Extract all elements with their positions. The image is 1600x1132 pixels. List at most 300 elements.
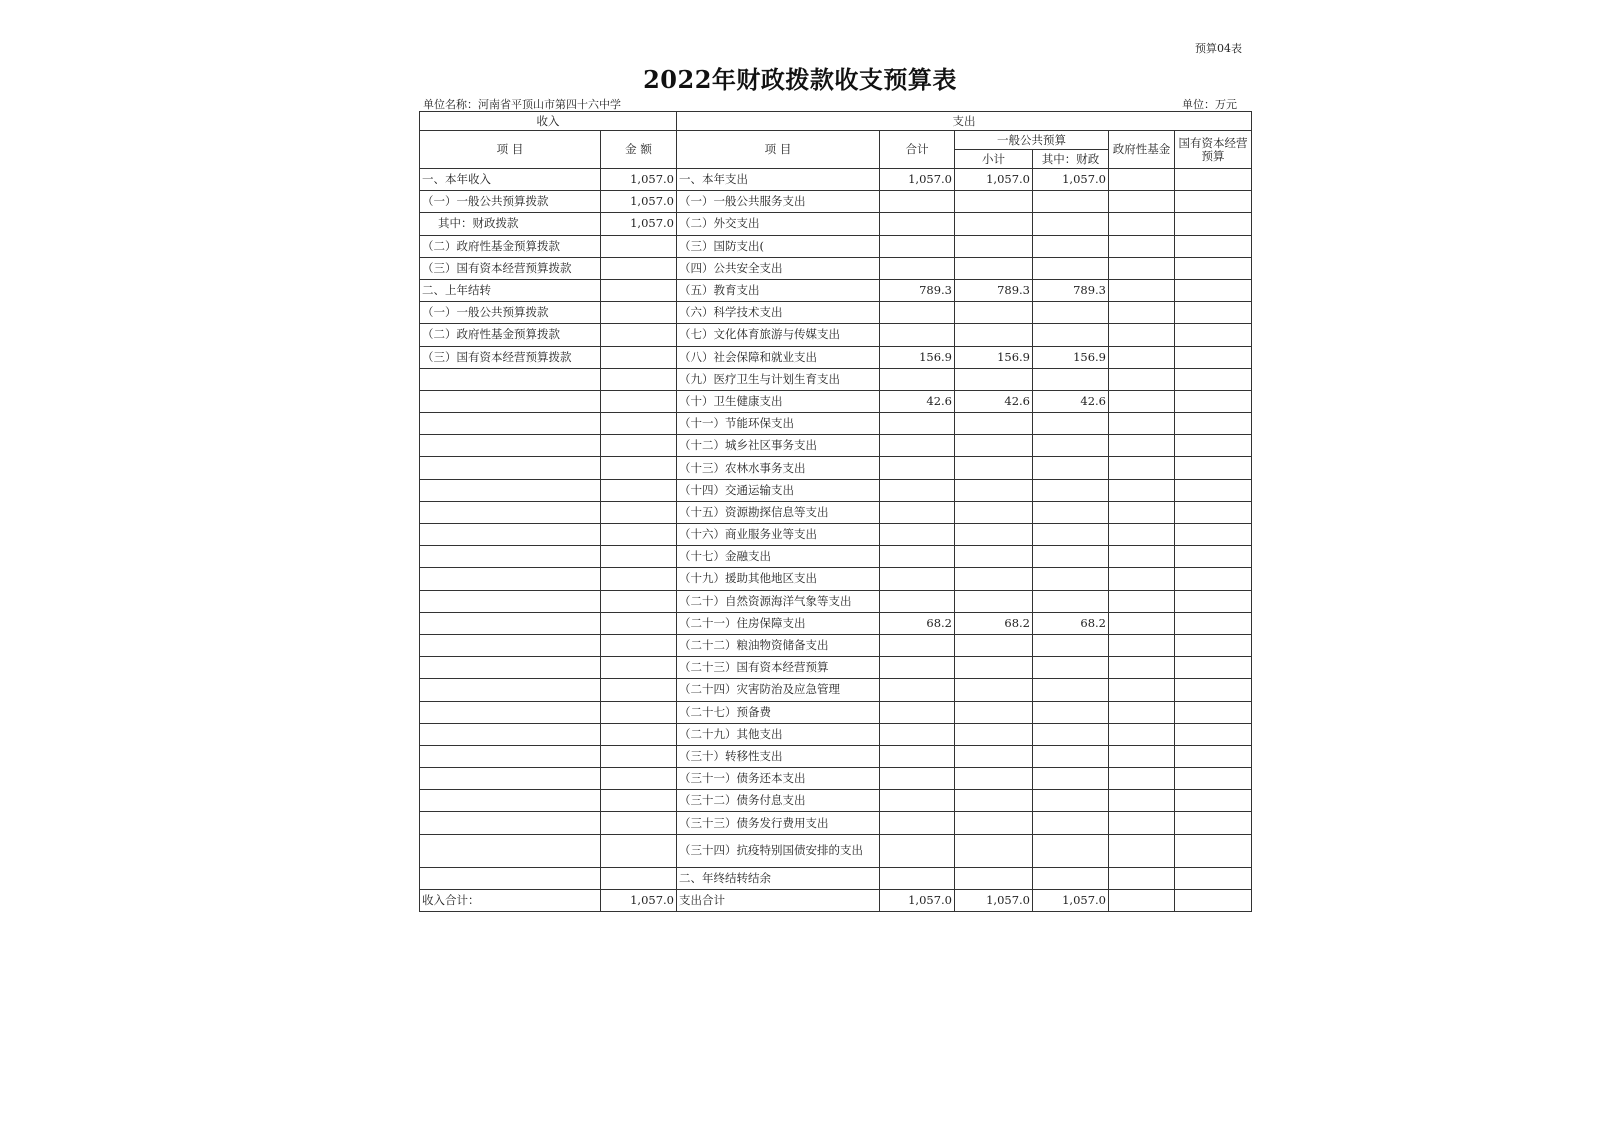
table-row xyxy=(420,235,1252,257)
table-row xyxy=(420,723,1252,745)
finance-cell xyxy=(1033,723,1109,745)
expense-header: 支出 xyxy=(677,112,1252,131)
state-capital-cell xyxy=(1175,701,1252,723)
gov-fund-cell xyxy=(1109,834,1175,867)
income-item-cell xyxy=(420,634,601,656)
finance-cell xyxy=(1033,679,1109,701)
subtotal-cell: 1,057.0 xyxy=(955,169,1033,191)
gov-fund-cell xyxy=(1109,213,1175,235)
expense-item-header: 项 目 xyxy=(677,131,880,169)
gov-fund-cell xyxy=(1109,812,1175,834)
total-cell xyxy=(880,457,955,479)
total-cell xyxy=(880,701,955,723)
gov-fund-cell xyxy=(1109,324,1175,346)
page-title: 2022年财政拨款收支预算表 xyxy=(643,65,957,94)
gov-fund-cell xyxy=(1109,257,1175,279)
expense-item-cell: （十三）农林水事务支出 xyxy=(677,457,880,479)
income-item-cell xyxy=(420,435,601,457)
income-amount-cell xyxy=(601,745,677,767)
total-cell xyxy=(880,657,955,679)
total-cell xyxy=(880,568,955,590)
state-capital-cell xyxy=(1175,790,1252,812)
income-item-cell xyxy=(420,413,601,435)
expense-item-cell: （十九）援助其他地区支出 xyxy=(677,568,880,590)
state-capital-cell xyxy=(1175,867,1252,889)
total-cell xyxy=(880,679,955,701)
state-capital-cell xyxy=(1175,435,1252,457)
subtotal-cell xyxy=(955,324,1033,346)
state-capital-cell xyxy=(1175,235,1252,257)
income-header: 收入 xyxy=(420,112,677,131)
income-item-cell: （二）政府性基金预算拨款 xyxy=(420,235,601,257)
total-cell xyxy=(880,546,955,568)
total-cell xyxy=(880,790,955,812)
expense-item-cell: （二十三）国有资本经营预算 xyxy=(677,657,880,679)
subtotal-cell xyxy=(955,812,1033,834)
total-cell xyxy=(880,745,955,767)
gov-fund-cell xyxy=(1109,657,1175,679)
finance-cell xyxy=(1033,568,1109,590)
gov-fund-cell xyxy=(1109,568,1175,590)
currency-unit: 单位：万元 xyxy=(1182,98,1237,111)
total-cell: 68.2 xyxy=(880,612,955,634)
income-amount-cell xyxy=(601,435,677,457)
income-amount-cell xyxy=(601,723,677,745)
expense-item-cell: 一、本年支出 xyxy=(677,169,880,191)
income-amount-cell xyxy=(601,701,677,723)
finance-cell xyxy=(1033,745,1109,767)
finance-cell xyxy=(1033,546,1109,568)
total-cell xyxy=(880,867,955,889)
total-cell xyxy=(880,302,955,324)
finance-cell xyxy=(1033,413,1109,435)
gov-fund-cell xyxy=(1109,590,1175,612)
income-amount-cell xyxy=(601,834,677,867)
total-cell xyxy=(880,634,955,656)
expense-item-cell: （二十四）灾害防治及应急管理 xyxy=(677,679,880,701)
income-amount-cell xyxy=(601,479,677,501)
income-amount-cell xyxy=(601,590,677,612)
total-cell xyxy=(880,235,955,257)
income-amount-cell xyxy=(601,812,677,834)
gov-fund-cell xyxy=(1109,679,1175,701)
subtotal-cell xyxy=(955,867,1033,889)
subtotal-cell xyxy=(955,435,1033,457)
subtotal-cell xyxy=(955,302,1033,324)
income-item-cell: 一、本年收入 xyxy=(420,169,601,191)
expense-item-cell: （一）一般公共服务支出 xyxy=(677,191,880,213)
gov-fund-cell xyxy=(1109,390,1175,412)
gov-fund-cell xyxy=(1109,191,1175,213)
state-capital-cell xyxy=(1175,546,1252,568)
expense-item-cell: （二十一）住房保障支出 xyxy=(677,612,880,634)
table-row xyxy=(420,745,1252,767)
expense-item-cell: （十一）节能环保支出 xyxy=(677,413,880,435)
finance-cell xyxy=(1033,657,1109,679)
gov-fund-cell xyxy=(1109,768,1175,790)
total-cell xyxy=(880,257,955,279)
subtotal-cell xyxy=(955,701,1033,723)
state-capital-cell xyxy=(1175,745,1252,767)
table-row xyxy=(420,257,1252,279)
income-amount-cell xyxy=(601,279,677,301)
finance-cell xyxy=(1033,213,1109,235)
expense-item-cell: （二十九）其他支出 xyxy=(677,723,880,745)
table-row xyxy=(420,634,1252,656)
finance-cell xyxy=(1033,812,1109,834)
gov-fund-cell xyxy=(1109,457,1175,479)
finance-cell: 42.6 xyxy=(1033,390,1109,412)
table-row xyxy=(420,657,1252,679)
gov-fund-cell xyxy=(1109,612,1175,634)
income-item-cell xyxy=(420,524,601,546)
state-capital-cell xyxy=(1175,279,1252,301)
income-item-cell: （一）一般公共预算拨款 xyxy=(420,302,601,324)
finance-cell xyxy=(1033,768,1109,790)
total-cell xyxy=(880,324,955,346)
state-capital-cell xyxy=(1175,191,1252,213)
subtotal-cell: 42.6 xyxy=(955,390,1033,412)
expense-item-cell: （十二）城乡社区事务支出 xyxy=(677,435,880,457)
income-amount-cell xyxy=(601,390,677,412)
gov-fund-cell xyxy=(1109,701,1175,723)
subtotal-cell xyxy=(955,413,1033,435)
subtotal-cell xyxy=(955,368,1033,390)
gov-fund-cell xyxy=(1109,889,1175,911)
income-item-cell xyxy=(420,867,601,889)
total-cell xyxy=(880,768,955,790)
subtotal-cell: 789.3 xyxy=(955,279,1033,301)
total-cell xyxy=(880,191,955,213)
state-capital-cell xyxy=(1175,479,1252,501)
table-row xyxy=(420,768,1252,790)
subtotal-cell xyxy=(955,235,1033,257)
total-cell xyxy=(880,501,955,523)
total-cell xyxy=(880,834,955,867)
income-amount-cell xyxy=(601,867,677,889)
table-row xyxy=(420,867,1252,889)
expense-item-cell: （三十四）抗疫特别国债安排的支出 xyxy=(677,834,880,867)
table-row xyxy=(420,701,1252,723)
total-cell xyxy=(880,590,955,612)
total-cell xyxy=(880,812,955,834)
gov-fund-cell xyxy=(1109,634,1175,656)
table-row xyxy=(420,390,1252,412)
state-capital-cell xyxy=(1175,834,1252,867)
income-amount-cell xyxy=(601,568,677,590)
expense-item-cell: （十）卫生健康支出 xyxy=(677,390,880,412)
table-row xyxy=(420,546,1252,568)
income-amount-cell xyxy=(601,257,677,279)
gov-fund-cell xyxy=(1109,346,1175,368)
total-cell: 1,057.0 xyxy=(880,169,955,191)
finance-cell: 1,057.0 xyxy=(1033,169,1109,191)
gov-fund-cell xyxy=(1109,413,1175,435)
finance-cell xyxy=(1033,479,1109,501)
income-amount-cell xyxy=(601,524,677,546)
budget-table xyxy=(419,111,1252,912)
state-capital-cell xyxy=(1175,612,1252,634)
income-amount-cell xyxy=(601,457,677,479)
table-row xyxy=(420,324,1252,346)
state-capital-cell xyxy=(1175,657,1252,679)
finance-cell: 1,057.0 xyxy=(1033,889,1109,911)
finance-cell xyxy=(1033,834,1109,867)
table-row xyxy=(420,457,1252,479)
gov-fund-cell xyxy=(1109,790,1175,812)
finance-cell xyxy=(1033,524,1109,546)
subtotal-cell: 156.9 xyxy=(955,346,1033,368)
income-item-cell xyxy=(420,590,601,612)
subtotal-cell xyxy=(955,479,1033,501)
expense-item-cell: （八）社会保障和就业支出 xyxy=(677,346,880,368)
subtotal-cell xyxy=(955,501,1033,523)
income-amount-cell xyxy=(601,768,677,790)
finance-cell xyxy=(1033,634,1109,656)
state-capital-cell xyxy=(1175,346,1252,368)
income-item-cell: （三）国有资本经营预算拨款 xyxy=(420,346,601,368)
income-item-cell: 其中：财政拨款 xyxy=(420,213,601,235)
income-amount-cell xyxy=(601,657,677,679)
subtotal-cell xyxy=(955,768,1033,790)
table-row xyxy=(420,568,1252,590)
income-item-cell: （一）一般公共预算拨款 xyxy=(420,191,601,213)
expense-item-cell: （十四）交通运输支出 xyxy=(677,479,880,501)
expense-item-cell: （十六）商业服务业等支出 xyxy=(677,524,880,546)
table-row xyxy=(420,302,1252,324)
finance-cell xyxy=(1033,435,1109,457)
gov-fund-cell xyxy=(1109,524,1175,546)
income-item-cell xyxy=(420,568,601,590)
subtotal-cell xyxy=(955,790,1033,812)
subtotal-cell xyxy=(955,568,1033,590)
state-capital-cell xyxy=(1175,257,1252,279)
finance-cell xyxy=(1033,790,1109,812)
income-item-cell xyxy=(420,479,601,501)
total-cell xyxy=(880,524,955,546)
subtotal-cell xyxy=(955,524,1033,546)
state-capital-cell xyxy=(1175,390,1252,412)
table-row xyxy=(420,479,1252,501)
table-row xyxy=(420,889,1252,911)
subtotal-cell: 1,057.0 xyxy=(955,889,1033,911)
gov-fund-cell xyxy=(1109,279,1175,301)
income-amount-cell: 1,057.0 xyxy=(601,889,677,911)
subtotal-header: 小计 xyxy=(955,150,1033,169)
state-capital-header: 国有资本经营预算 xyxy=(1175,131,1252,169)
finance-cell xyxy=(1033,867,1109,889)
form-code: 预算04表 xyxy=(1195,42,1242,55)
income-amount-cell xyxy=(601,413,677,435)
income-item-cell xyxy=(420,457,601,479)
state-capital-cell xyxy=(1175,501,1252,523)
finance-cell xyxy=(1033,302,1109,324)
subtotal-cell: 68.2 xyxy=(955,612,1033,634)
table-row xyxy=(420,790,1252,812)
table-row xyxy=(420,346,1252,368)
expense-item-cell: （七）文化体育旅游与传媒支出 xyxy=(677,324,880,346)
income-amount-header: 金 额 xyxy=(601,131,677,169)
expense-item-cell: （四）公共安全支出 xyxy=(677,257,880,279)
state-capital-cell xyxy=(1175,812,1252,834)
expense-item-cell: （十五）资源勘探信息等支出 xyxy=(677,501,880,523)
table-row xyxy=(420,834,1252,867)
income-item-cell xyxy=(420,790,601,812)
expense-item-cell: （九）医疗卫生与计划生育支出 xyxy=(677,368,880,390)
total-header: 合计 xyxy=(880,131,955,169)
state-capital-cell xyxy=(1175,524,1252,546)
total-cell xyxy=(880,723,955,745)
income-amount-cell: 1,057.0 xyxy=(601,169,677,191)
table-row xyxy=(420,812,1252,834)
expense-item-cell: （三十一）债务还本支出 xyxy=(677,768,880,790)
income-amount-cell: 1,057.0 xyxy=(601,191,677,213)
finance-cell: 789.3 xyxy=(1033,279,1109,301)
expense-item-cell: （二十七）预备费 xyxy=(677,701,880,723)
gov-fund-cell xyxy=(1109,302,1175,324)
state-capital-cell xyxy=(1175,723,1252,745)
income-amount-cell xyxy=(601,679,677,701)
state-capital-cell xyxy=(1175,457,1252,479)
table-row xyxy=(420,679,1252,701)
total-cell: 789.3 xyxy=(880,279,955,301)
table-row xyxy=(420,213,1252,235)
expense-item-cell: 二、年终结转结余 xyxy=(677,867,880,889)
subtotal-cell xyxy=(955,191,1033,213)
expense-item-cell: 支出合计 xyxy=(677,889,880,911)
total-cell: 42.6 xyxy=(880,390,955,412)
state-capital-cell xyxy=(1175,568,1252,590)
expense-item-cell: （十七）金融支出 xyxy=(677,546,880,568)
gov-fund-cell xyxy=(1109,723,1175,745)
income-item-cell xyxy=(420,612,601,634)
income-item-cell xyxy=(420,768,601,790)
finance-cell: 68.2 xyxy=(1033,612,1109,634)
subtotal-cell xyxy=(955,834,1033,867)
finance-cell xyxy=(1033,257,1109,279)
income-amount-cell xyxy=(601,501,677,523)
finance-cell xyxy=(1033,368,1109,390)
state-capital-cell xyxy=(1175,413,1252,435)
general-budget-header: 一般公共预算 xyxy=(955,131,1109,150)
table-row xyxy=(420,501,1252,523)
total-cell xyxy=(880,479,955,501)
state-capital-cell xyxy=(1175,302,1252,324)
income-amount-cell xyxy=(601,302,677,324)
subtotal-cell xyxy=(955,745,1033,767)
total-cell xyxy=(880,368,955,390)
subtotal-cell xyxy=(955,257,1033,279)
state-capital-cell xyxy=(1175,324,1252,346)
subtotal-cell xyxy=(955,457,1033,479)
gov-fund-cell xyxy=(1109,479,1175,501)
table-row xyxy=(420,435,1252,457)
gov-fund-cell xyxy=(1109,745,1175,767)
income-amount-cell: 1,057.0 xyxy=(601,213,677,235)
of-which-finance-header: 其中：财政 xyxy=(1033,150,1109,169)
total-cell xyxy=(880,435,955,457)
income-item-cell xyxy=(420,368,601,390)
expense-item-cell: （二）外交支出 xyxy=(677,213,880,235)
state-capital-cell xyxy=(1175,213,1252,235)
income-item-cell xyxy=(420,834,601,867)
income-amount-cell xyxy=(601,634,677,656)
gov-fund-cell xyxy=(1109,435,1175,457)
gov-fund-cell xyxy=(1109,169,1175,191)
table-row xyxy=(420,413,1252,435)
finance-cell xyxy=(1033,501,1109,523)
income-amount-cell xyxy=(601,546,677,568)
expense-item-cell: （三）国防支出( xyxy=(677,235,880,257)
gov-fund-cell xyxy=(1109,368,1175,390)
table-row xyxy=(420,612,1252,634)
total-cell xyxy=(880,213,955,235)
table-row xyxy=(420,368,1252,390)
income-amount-cell xyxy=(601,235,677,257)
expense-item-cell: （二十二）粮油物资储备支出 xyxy=(677,634,880,656)
state-capital-cell xyxy=(1175,889,1252,911)
subtotal-cell xyxy=(955,590,1033,612)
gov-fund-cell xyxy=(1109,546,1175,568)
expense-item-cell: （六）科学技术支出 xyxy=(677,302,880,324)
income-amount-cell xyxy=(601,790,677,812)
state-capital-cell xyxy=(1175,590,1252,612)
total-cell xyxy=(880,413,955,435)
expense-item-cell: （二十）自然资源海洋气象等支出 xyxy=(677,590,880,612)
income-item-cell: 收入合计： xyxy=(420,889,601,911)
expense-item-cell: （三十三）债务发行费用支出 xyxy=(677,812,880,834)
income-item-cell xyxy=(420,701,601,723)
finance-cell xyxy=(1033,457,1109,479)
gov-fund-cell xyxy=(1109,235,1175,257)
finance-cell xyxy=(1033,235,1109,257)
table-row xyxy=(420,590,1252,612)
subtotal-cell xyxy=(955,723,1033,745)
expense-item-cell: （五）教育支出 xyxy=(677,279,880,301)
income-item-cell xyxy=(420,657,601,679)
income-amount-cell xyxy=(601,324,677,346)
income-item-cell: （三）国有资本经营预算拨款 xyxy=(420,257,601,279)
income-item-cell: （二）政府性基金预算拨款 xyxy=(420,324,601,346)
income-item-cell xyxy=(420,546,601,568)
gov-fund-header: 政府性基金 xyxy=(1109,131,1175,169)
gov-fund-cell xyxy=(1109,867,1175,889)
income-amount-cell xyxy=(601,612,677,634)
table-row xyxy=(420,524,1252,546)
finance-cell xyxy=(1033,701,1109,723)
subtotal-cell xyxy=(955,679,1033,701)
subtotal-cell xyxy=(955,657,1033,679)
income-item-header: 项 目 xyxy=(420,131,601,169)
expense-item-cell: （三十二）债务付息支出 xyxy=(677,790,880,812)
table-row xyxy=(420,279,1252,301)
finance-cell xyxy=(1033,324,1109,346)
gov-fund-cell xyxy=(1109,501,1175,523)
unit-name: 单位名称：河南省平顶山市第四十六中学 xyxy=(423,98,621,111)
income-item-cell xyxy=(420,745,601,767)
state-capital-cell xyxy=(1175,634,1252,656)
state-capital-cell xyxy=(1175,368,1252,390)
income-item-cell xyxy=(420,812,601,834)
total-cell: 156.9 xyxy=(880,346,955,368)
finance-cell xyxy=(1033,191,1109,213)
table-row xyxy=(420,191,1252,213)
income-item-cell xyxy=(420,723,601,745)
state-capital-cell xyxy=(1175,169,1252,191)
state-capital-cell xyxy=(1175,679,1252,701)
state-capital-cell xyxy=(1175,768,1252,790)
subtotal-cell xyxy=(955,213,1033,235)
